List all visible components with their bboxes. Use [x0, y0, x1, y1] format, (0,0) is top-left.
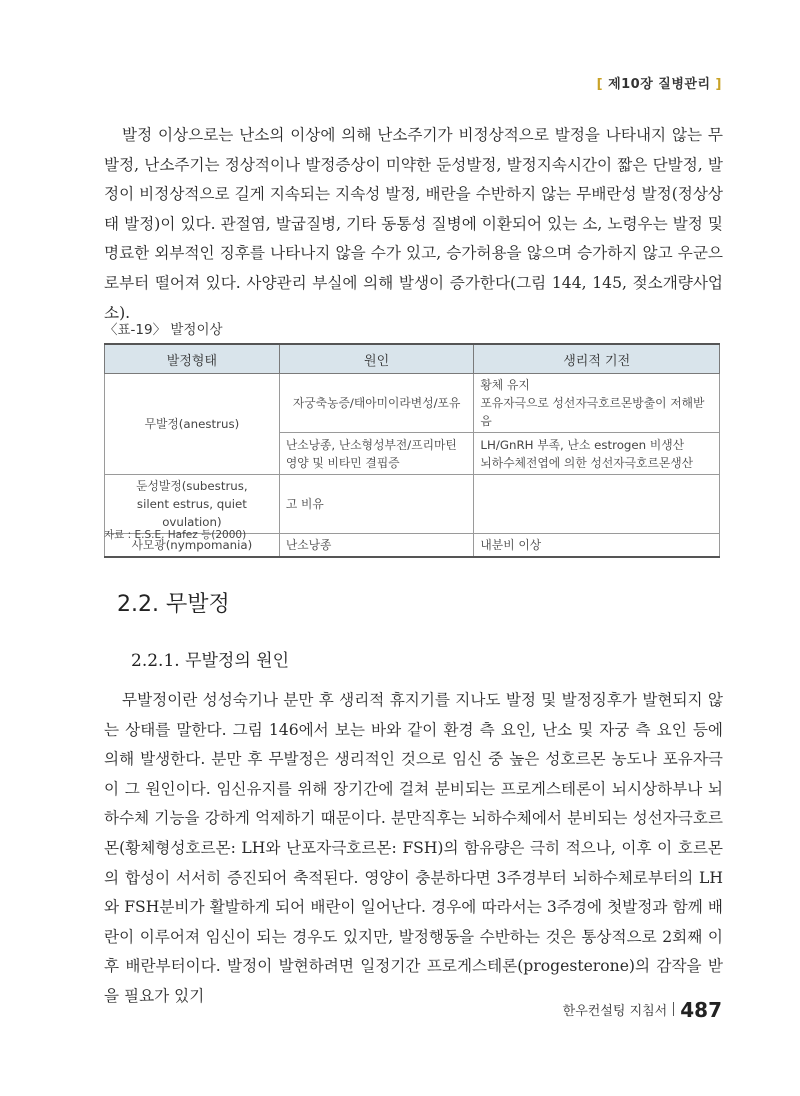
- table-row: [105, 374, 720, 433]
- cause-cell: 난소낭종: [279, 534, 474, 558]
- page-footer: [563, 998, 722, 1022]
- table-row: [105, 475, 720, 534]
- type-cell: 무발정(anestrus): [105, 374, 280, 475]
- mechanism-cell: 내분비 이상: [474, 534, 720, 558]
- table-header-row: [105, 344, 720, 374]
- mechanism-cell: LH/GnRH 부족, 난소 estrogen 비생산 뇌하수체전엽에 의한 성선자극호르몬생산: [474, 433, 720, 475]
- table-source: 자료 : E.S.E. Hafez 등(2000): [104, 529, 247, 541]
- cause-cell: 고 비유: [279, 475, 474, 534]
- estrus-abnormality-table: [104, 343, 720, 558]
- bracket-left: [: [596, 77, 609, 92]
- intro-paragraph: 발정 이상으로는 난소의 이상에 의해 난소주기가 비정상적으로 발정을 나타내지 않는 무발정, 난소주기는 정상적이나 발정증상이 미약한 둔성발정, 발정지속시간이 짧은 단발정, 발정이 비정상적으로 길게 지속되는 지속성 발정, 배란을 수반하지 않는 무배란성 발정(정상상태 발정)이 있다. 관절염, 발굽질병, 기타 동통성 질병에 이환되어 있는 소, 노령우는 발정 및 명료한 외부적인 징후를 나타나지 않을 수가 있고, 승가허용을 않으며 승가하지 않고 우군으로부터 떨어져 있다. 사양관리 부실에 의해 발생이 증가한다(그림 144, 145, 젖소개량사업소).: [104, 126, 723, 322]
- subsection-heading: 2.2.1. 무발정의 원인: [131, 651, 289, 671]
- body-paragraph: 무발정이란 성성숙기나 분만 후 생리적 휴지기를 지나도 발정 및 발정징후가 발현되지 않는 상태를 말한다. 그림 146에서 보는 바와 같이 환경 측 요인, 난소 및 자궁 측 요인 등에 의해 발생한다. 분만 후 무발정은 생리적인 것으로 임신 중 높은 성호르몬 농도나 포유자극이 그 원인이다. 임신유지를 위해 장기간에 걸쳐 분비되는 프로게스테론이 뇌시상하부나 뇌하수체 기능을 강하게 억제하기 때문이다. 분만직후는 뇌하수체에서 분비되는 성선자극호르몬(황체형성호르몬: LH와 난포자극호르몬: FSH)의 함유량은 극히 적으나, 이후 이 호르몬의 합성이 서서히 증진되어 축적된다. 영양이 충분하다면 3주경부터 뇌하수체로부터의 LH와 FSH분비가 활발하게 되어 배란이 일어난다. 경우에 따라서는 3주경에 첫발정과 함께 배란이 이루어져 임신이 되는 경우도 있지만, 발정행동을 수반하는 것은 통상적으로 2회째 이후 배란부터이다. 발정이 발현하려면 일정기간 프로게스테론(progesterone)의 감작을 받을 필요가 있기: [104, 691, 723, 1005]
- book-title: 한우컨설팅 지침서: [562, 1004, 668, 1019]
- column-header: 원인: [279, 344, 474, 374]
- cause-cell: 난소낭종, 난소형성부전/프리마틴 영양 및 비타민 결핍증: [279, 433, 474, 475]
- type-cell: 둔성발정(subestrus, silent estrus, quiet ovulation): [105, 475, 280, 534]
- page-number: 487: [680, 998, 722, 1022]
- type-cell: 사모광(nympomania): [105, 534, 280, 558]
- bracket-right: ]: [710, 77, 722, 92]
- cause-cell: 자궁축농증/태아미이라변성/포유: [279, 374, 474, 433]
- mechanism-cell: [474, 475, 720, 534]
- mechanism-cell: 황체 유지 포유자극으로 성선자극호르몬방출이 저해받음: [474, 374, 720, 433]
- chapter-header: [597, 73, 722, 92]
- table-caption: 〈표-19〉 발정이상: [104, 322, 223, 338]
- footer-divider: [673, 1002, 674, 1016]
- chapter-title: 제10장 질병관리: [608, 77, 711, 92]
- column-header: 발정형태: [105, 344, 280, 374]
- section-heading: 2.2. 무발정: [117, 592, 230, 617]
- column-header: 생리적 기전: [474, 344, 720, 374]
